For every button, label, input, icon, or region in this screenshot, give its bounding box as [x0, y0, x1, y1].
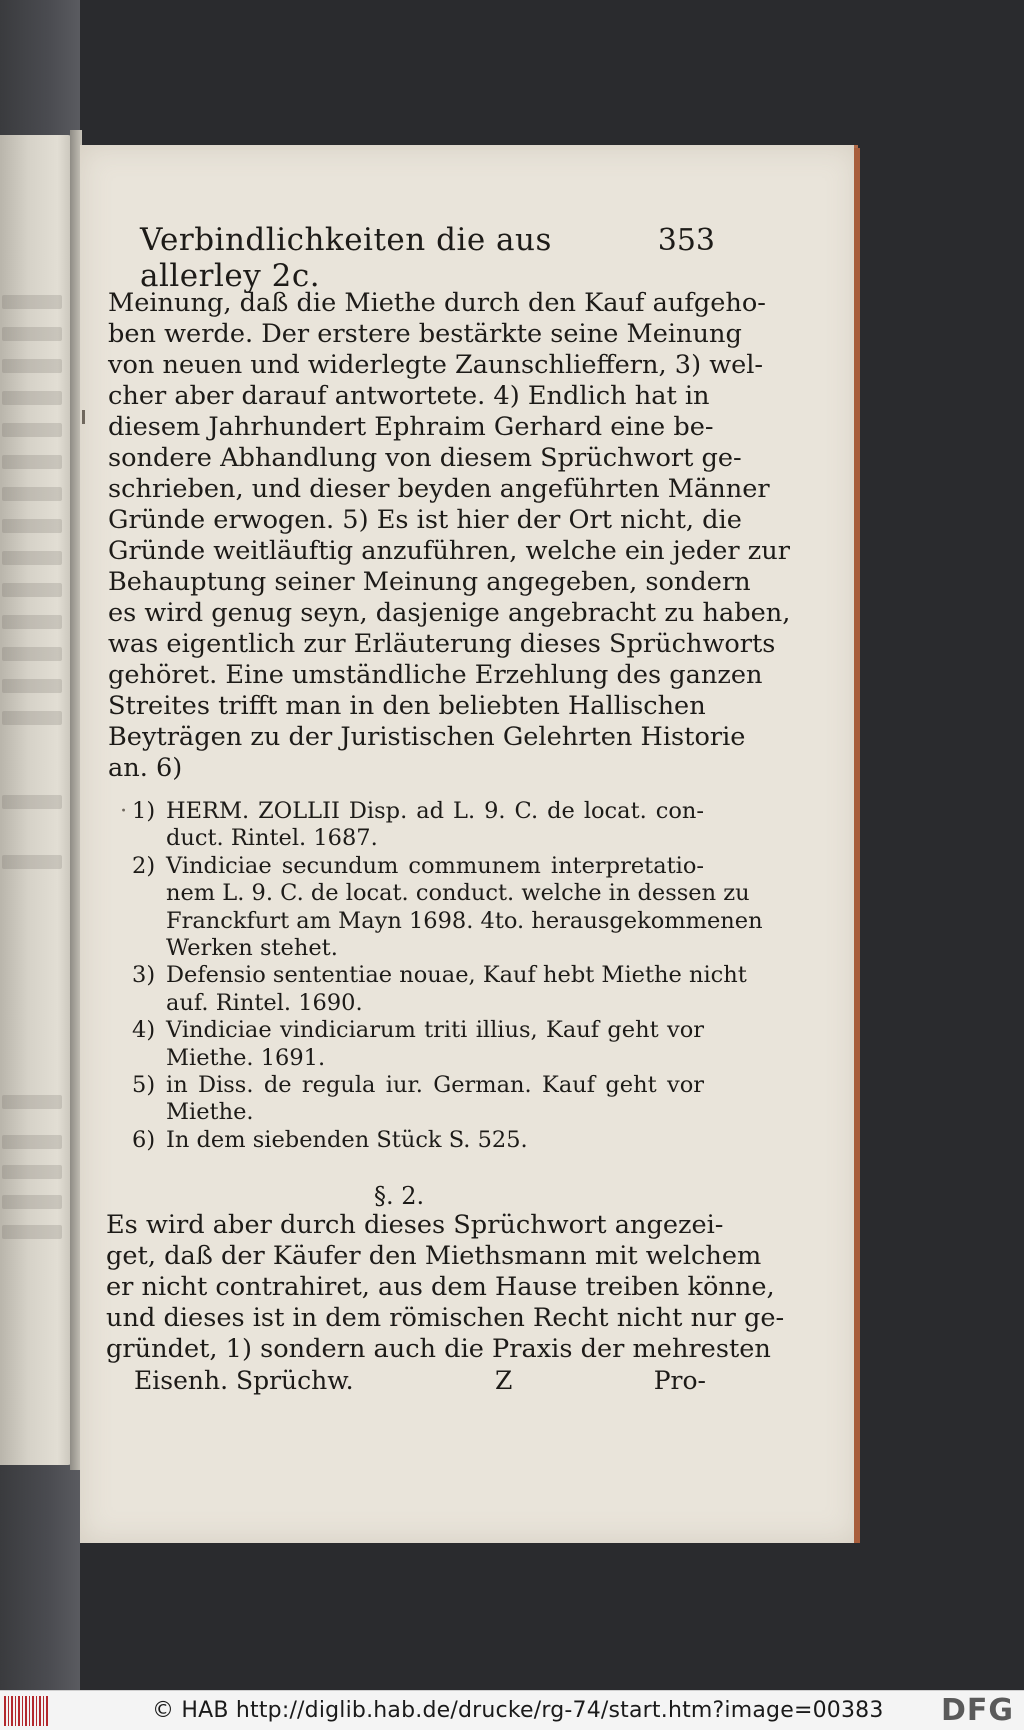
footnote-line: In dem siebenden Stück S. 525.	[166, 1126, 528, 1153]
text-line: von neuen und widerlegte Zaunschlieffern, 3) wel-	[108, 350, 764, 380]
footnote-line: Werken stehet.	[166, 935, 338, 962]
barcode-icon	[4, 1696, 48, 1726]
copyright-link[interactable]: © HAB http://diglib.hab.de/drucke/rg-74/start.htm?image=00383	[152, 1698, 884, 1723]
page-edge	[854, 148, 860, 1543]
footnote-number: 5)	[132, 1072, 156, 1099]
text-line: Streites trifft man in den beliebten Hallischen	[108, 691, 706, 721]
margin-mark	[82, 410, 85, 424]
text-line: schrieben, und dieser beyden angeführten Männer	[108, 474, 770, 504]
footnote-line: Miethe.	[166, 1099, 254, 1126]
text-line: Beyträgen zu der Juristischen Gelehrten Historie	[108, 722, 746, 752]
text-line: gehöret. Eine umständliche Erzehlung des ganzen	[108, 660, 763, 690]
text-line: sondere Abhandlung von diesem Sprüchwort ge-	[108, 443, 742, 473]
text-line: und dieses ist in dem römischen Recht nicht nur ge-	[106, 1303, 785, 1333]
text-line: Gründe erwogen. 5) Es ist hier der Ort nicht, die	[108, 505, 742, 535]
footnote-number: 3)	[132, 962, 156, 989]
main-paragraph	[108, 288, 791, 784]
catchword: Pro-	[653, 1366, 706, 1395]
text-line: Behauptung seiner Meinung angegeben, sondern	[108, 567, 751, 597]
footnote-number: 6)	[132, 1126, 156, 1153]
footnote-number: 2)	[132, 852, 156, 879]
text-line: Gründe weitläuftig anzuführen, welche ein jeder zur	[108, 536, 790, 566]
footnote	[126, 1017, 704, 1072]
text-line: cher aber darauf antwortete. 4) Endlich hat in	[108, 381, 710, 411]
text-line: was eigentlich zur Erläuterung dieses Sprüchworts	[108, 629, 776, 659]
text-line: es wird genug seyn, dasjenige angebracht zu haben,	[108, 598, 791, 628]
footnote-line: in Diss. de regula iur. German. Kauf geht vor	[166, 1072, 704, 1099]
page-number: 353	[657, 223, 715, 258]
section-heading: §. 2.	[374, 1182, 425, 1210]
footnote	[126, 1072, 704, 1127]
text-line: diesem Jahrhundert Ephraim Gerhard eine be-	[108, 412, 714, 442]
footnote-line: HERM. ZOLLII Disp. ad L. 9. C. de locat. con-	[166, 798, 704, 824]
footnote-line: Vindiciae secundum communem interpretatio-	[166, 852, 704, 879]
footnote-line: Defensio sententiae nouae, Kauf hebt Miethe nicht	[166, 962, 747, 989]
text-line: an. 6)	[108, 753, 183, 783]
footnote-number: 4)	[132, 1017, 156, 1044]
footnote-line: nem L. 9. C. de locat. conduct. welche in dessen zu	[166, 880, 750, 907]
footnotes	[126, 798, 763, 1154]
footnote	[126, 1127, 704, 1154]
footnote	[126, 852, 763, 963]
text-line: get, daß der Käufer den Miethsmann mit welchem	[106, 1241, 762, 1271]
signature-mark: Z	[494, 1366, 513, 1395]
text-line: gründet, 1) sondern auch die Praxis der mehresten	[106, 1334, 771, 1364]
text-line: ben werde. Der erstere bestärkte seine Meinung	[108, 319, 742, 349]
footnote-number: · 1)	[132, 798, 155, 825]
section-paragraph	[106, 1210, 785, 1365]
signature-title: Eisenh. Sprüchw.	[134, 1366, 354, 1395]
running-head	[140, 222, 715, 294]
footnote	[126, 962, 747, 1017]
footnote-line: Vindiciae vindiciarum triti illius, Kauf geht vor	[166, 1017, 704, 1044]
text-line: Es wird aber durch dieses Sprüchwort angezei-	[106, 1210, 724, 1240]
viewer-footer-bar	[0, 1690, 1024, 1730]
footnote-line: duct. Rintel. 1687.	[166, 825, 378, 852]
text-line: er nicht contrahiret, aus dem Hause treiben könne,	[106, 1272, 775, 1302]
text-line: Meinung, daß die Miethe durch den Kauf aufgeho-	[108, 288, 766, 318]
footnote-line: auf. Rintel. 1690.	[166, 989, 363, 1016]
dfg-logo: DFG	[940, 1693, 1014, 1728]
page-footer	[134, 1366, 706, 1400]
previous-page-edge	[0, 135, 72, 1465]
footnote-line: Miethe. 1691.	[166, 1044, 326, 1071]
footnote-line: Franckfurt am Mayn 1698. 4to. herausgekommenen	[166, 907, 763, 934]
running-title: Verbindlichkeiten die aus allerley 2c.	[140, 222, 552, 294]
footnote	[126, 798, 704, 853]
